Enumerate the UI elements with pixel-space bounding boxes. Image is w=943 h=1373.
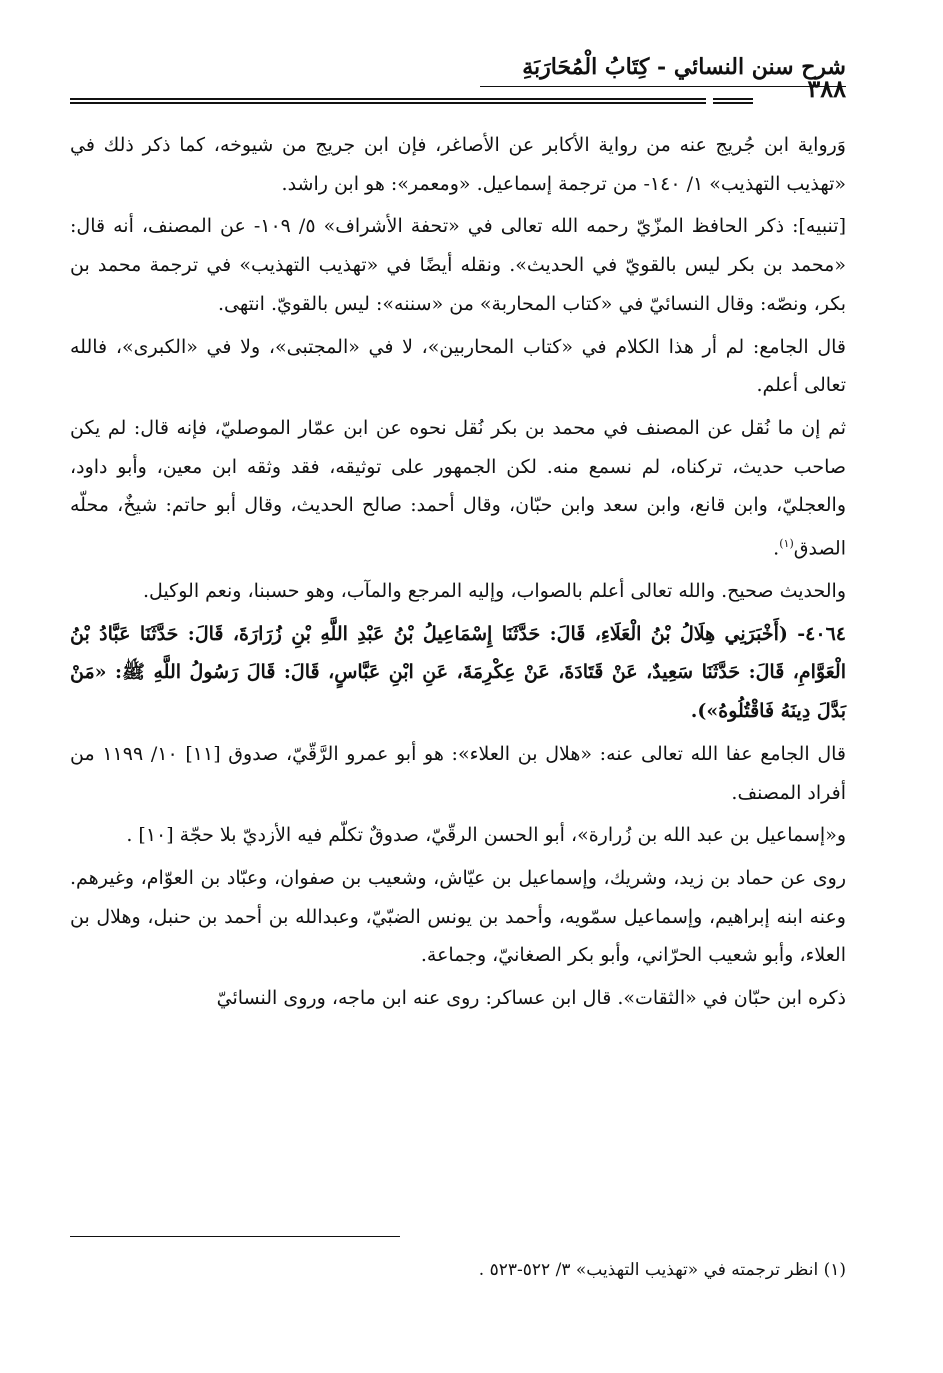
page-number-area xyxy=(807,74,846,103)
book-page xyxy=(70,46,846,1346)
page-number: ٣٨٨ xyxy=(807,74,846,103)
paragraph: قال الجامع عفا الله تعالى عنه: «هلال بن العلاء»: هو أبو عمرو الرَّقّيّ، صدوق [١١] ١٠/ ١١٩٩ من أفراد المصنف. xyxy=(70,742,846,804)
header-double-rule-short xyxy=(713,98,753,104)
paragraph: ذكره ابن حبّان في «الثقات». قال ابن عساكر: روى عنه ابن ماجه، وروى النسائيّ xyxy=(216,987,846,1010)
hadith-text: ٤٠٦٤- (أَخْبَرَنِي هِلَالُ بْنُ الْعَلَاءِ، قَالَ: حَدَّثَنَا إِسْمَاعِيلُ بْنُ عَبْدِ اللَّهِ بْنِ زُرَارَةَ، قَالَ: حَدَّثَنَا عَبَّادُ بْنُ الْعَوَّامِ، قَالَ: حَدَّثَنَا سَعِيدٌ، عَنْ قَتَادَةَ، عَنْ عِكْرِمَةَ، عَنِ ابْنِ عَبَّاسٍ، قَالَ: قَالَ رَسُولُ اللَّهِ ﷺ: «مَنْ بَدَّلَ دِينَهُ فَاقْتُلُوهُ»). xyxy=(70,622,846,723)
paragraph-end: . xyxy=(773,537,780,560)
paragraph: [تنبيه]: ذكر الحافظ المزّيّ رحمه الله تعالى في «تحفة الأشراف» ٥/ ١٠٩- عن المصنف، أنه قال: «محمد بن بكر ليس بالقويّ في الحديث». ونقله أيضًا في «تهذيب التهذيب» في ترجمة محمد بن بكر، ونصّه: وقال النسائيّ في «كتاب المحاربة» من «سننه»: ليس بالقويّ. انتهى. xyxy=(70,215,846,315)
header-double-rule xyxy=(70,98,706,104)
paragraph xyxy=(70,409,846,568)
page-header xyxy=(70,46,846,126)
footnote-reference: (١) xyxy=(779,537,794,551)
paragraph-text: ثم إن ما نُقل عن المصنف في محمد بن بكر نُقل نحوه عن ابن عمّار الموصليّ، فإنه قال: لم يكن صاحب حديث، تركناه، لم نسمع منه. لكن الجمهور على توثيقه، فقد وثقه ابن معين، وأبو داود، والعجليّ، وابن قانع، وابن سعد وابن حبّان، وقال أحمد: صالح الحديث، وقال أبو حاتم: شيخٌ، محلّه الصدق xyxy=(70,416,846,560)
running-title: شرح سنن النسائي - كِتَابُ الْمُحَارَبَةِ xyxy=(522,54,846,80)
paragraph: قال الجامع: لم أر هذا الكلام في «كتاب المحاربين»، لا في «المجتبى»، ولا في «الكبرى»، فالله تعالى أعلم. xyxy=(70,335,846,397)
paragraph: روى عن حماد بن زيد، وشريك، وإسماعيل بن عيّاش، وشعيب بن صفوان، وعبّاد بن العوّام، وغيرهم. وعنه ابنه إبراهيم، وإسماعيل سمّويه، وأحمد بن يونس الضبّيّ، وعبدالله بن أحمد بن حنبل، وهلال بن العلاء، وأبو شعيب الحرّاني، وأبو بكر الصغانيّ، وجماعة. xyxy=(70,866,846,967)
paragraph: وَرواية ابن جُريج عنه من رواية الأكابر عن الأصاغر، فإن ابن جريج من شيوخه، كما ذكر ذلك في «تهذيب التهذيب» ١/ ١٤٠- من ترجمة إسماعيل. «ومعمر»: هو ابن راشد. xyxy=(70,134,846,195)
title-underline xyxy=(480,86,846,87)
page-body xyxy=(70,126,846,1018)
footnote-divider xyxy=(70,1236,400,1237)
paragraph: والحديث صحيح. والله تعالى أعلم بالصواب، وإليه المرجع والمآب، وهو حسبنا، ونعم الوكيل. xyxy=(143,580,846,603)
footnote: (١) انظر ترجمته في «تهذيب التهذيب» ٣/ ٥٢٢-٥٢٣ . xyxy=(478,1260,846,1280)
paragraph: و«إسماعيل بن عبد الله بن زُرارة»، أبو الحسن الرقّيّ، صدوقٌ تكلّم فيه الأزديّ بلا حجّة [١٠] . xyxy=(126,824,846,847)
